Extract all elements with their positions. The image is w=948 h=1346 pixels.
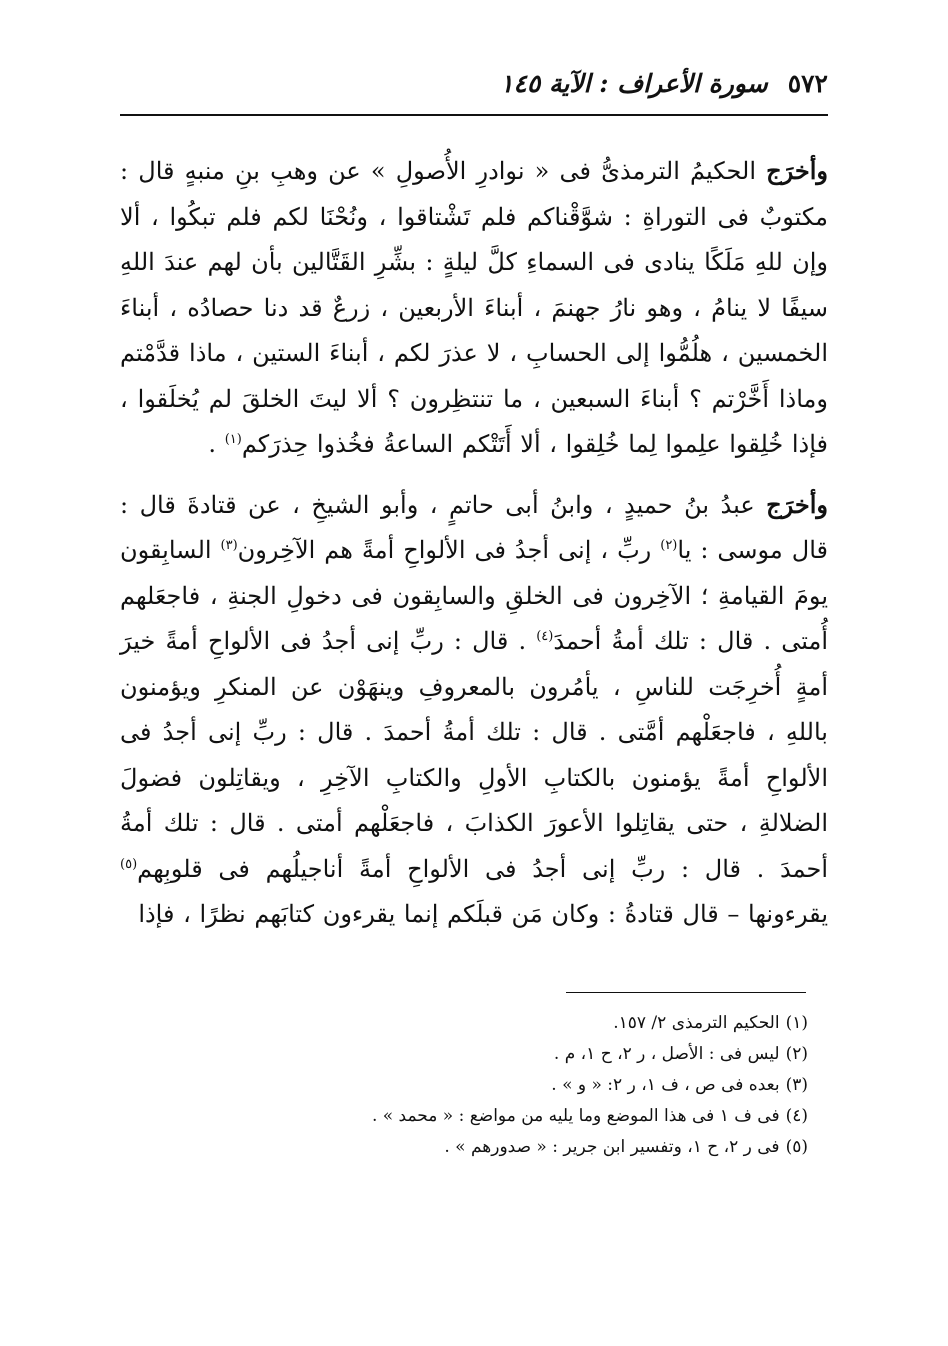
- footnote-number: (٤): [785, 1106, 808, 1126]
- body-text: [120, 148, 828, 938]
- footnote-number: (٢): [785, 1044, 808, 1064]
- page-header: [120, 58, 828, 98]
- paragraph-first-word: وأخرَج: [766, 489, 828, 519]
- paragraph: [120, 482, 828, 938]
- footnote: [120, 1039, 808, 1070]
- paragraph-text: عبدُ بنُ حميدٍ ، وابنُ أبى حاتمٍ ، وأبو الشيخِ ، عن قتادةَ قال : قال موسى : يا: [120, 490, 828, 564]
- footnote-text: فى ر ٢، ح ١، وتفسير ابن جرير : « صدورهم » .: [444, 1137, 780, 1157]
- paragraph-text: . قال : ربِّ إنى أجدُ فى الألواحِ أمةً خيرَ أمةٍ أُخرِجَت للناسِ ، يأمُرون بالمعروفِ وينهَوْن عن المنكرِ ويؤمنون باللهِ ، فاجعَلْهم أمَّتى . قال : تلك أمةُ أحمدَ . قال : ربِّ إنى أجدُ فى الألواحِ أمةً يؤمنون بالكتابِ الأولِ والكتابِ الآخِرِ ، ويقاتِلون فضولَ الضلالةِ ، حتى يقاتِلوا الأعورَ الكذابَ ، فاجعَلْهم أمتى . قال : تلك أمةُ أحمدَ . قال : ربِّ إنى أجدُ فى الألواحِ أمةً أناجيلُهم فى قلوبِهم: [120, 627, 828, 883]
- footnote: [120, 1070, 808, 1101]
- header-rule: [120, 114, 828, 116]
- footnote: [120, 1101, 808, 1132]
- paragraph-text: الحكيمُ الترمذىُّ فى « نوادرِ الأُصولِ » عن وهبِ بنِ منبهٍ قال : مكتوبٌ فى التوراةِ : شوَّقْناكم فلم تَشْتاقوا ، ونُحْنَا لكم فلم تبكُوا ، ألا وإن للهِ مَلَكًا ينادى فى السماءِ كلَّ ليلةٍ : بشِّرِ القَتَّالين بأن لهم عندَ اللهِ سيفًا لا ينامُ ، وهو نارُ جهنمَ ، أبناءَ الأربعين ، زرعٌ قد دنا حصادُه ، أبناءَ الخمسين ، هلُمُّوا إلى الحسابِ ، لا عذرَ لكم ، أبناءَ الستين ، ماذا قدَّمْتم وماذا أَخَّرْتم ؟ أبناءَ السبعين ، ما تنتظِرون ؟ ألا ليتَ الخلقَ لم يُخلَقوا ، فإذا خُلِقوا علِموا لِما خُلِقوا ، ألا أَتَتْكم الساعةُ فخُذوا حِذرَكم: [120, 157, 828, 458]
- footnotes: [120, 1008, 808, 1163]
- footnote-marker[interactable]: (٢): [660, 538, 678, 553]
- footnote-number: (١): [785, 1013, 808, 1033]
- paragraph-first-word: وأخرَج: [766, 156, 828, 185]
- page-number: ٥٧٢: [787, 69, 828, 98]
- running-title: سورة الأعراف : الآية ١٤٥: [500, 69, 768, 98]
- footnote-text: الحكيم الترمذى ٢/ ١٥٧.: [613, 1013, 780, 1033]
- footnote-text: فى ف ١ فى هذا الموضع وما يليه من مواضع : « محمد » .: [371, 1106, 780, 1126]
- footnote-marker[interactable]: (١): [224, 432, 242, 447]
- paragraph-text: يقرءونها – قال قتادةُ : وكان مَن قبلَكم إنما يقرءون كتابَهم نظرًا ، فإذا: [138, 900, 828, 928]
- footnote: [120, 1008, 808, 1039]
- footnote: [120, 1132, 808, 1163]
- paragraph-text: ربِّ ، إنى أجدُ فى الألواحِ أمةً هم الآخِرون: [237, 536, 661, 564]
- footnote-marker[interactable]: (٣): [220, 538, 238, 553]
- footnote-number: (٣): [785, 1075, 808, 1095]
- paragraph-text: .: [208, 430, 225, 458]
- paragraph-text: السابِقون يومَ القيامةِ ؛ الآخِرون فى الخلقِ والسابِقون فى دخولِ الجنةِ ، فاجعَلهم أُمتى . قال : تلك أمةُ أحمدَ: [120, 536, 828, 655]
- footnote-rule: [566, 992, 806, 993]
- footnote-text: ليس فى : الأصل ، ر ٢، ح ١، م .: [553, 1044, 780, 1064]
- paragraph: [120, 148, 828, 468]
- footnote-number: (٥): [785, 1137, 808, 1157]
- footnote-text: بعده فى ص ، ف ١، ر ٢: « و » .: [551, 1075, 780, 1095]
- footnote-marker[interactable]: (٤): [536, 629, 554, 644]
- footnote-marker[interactable]: (٥): [120, 856, 138, 872]
